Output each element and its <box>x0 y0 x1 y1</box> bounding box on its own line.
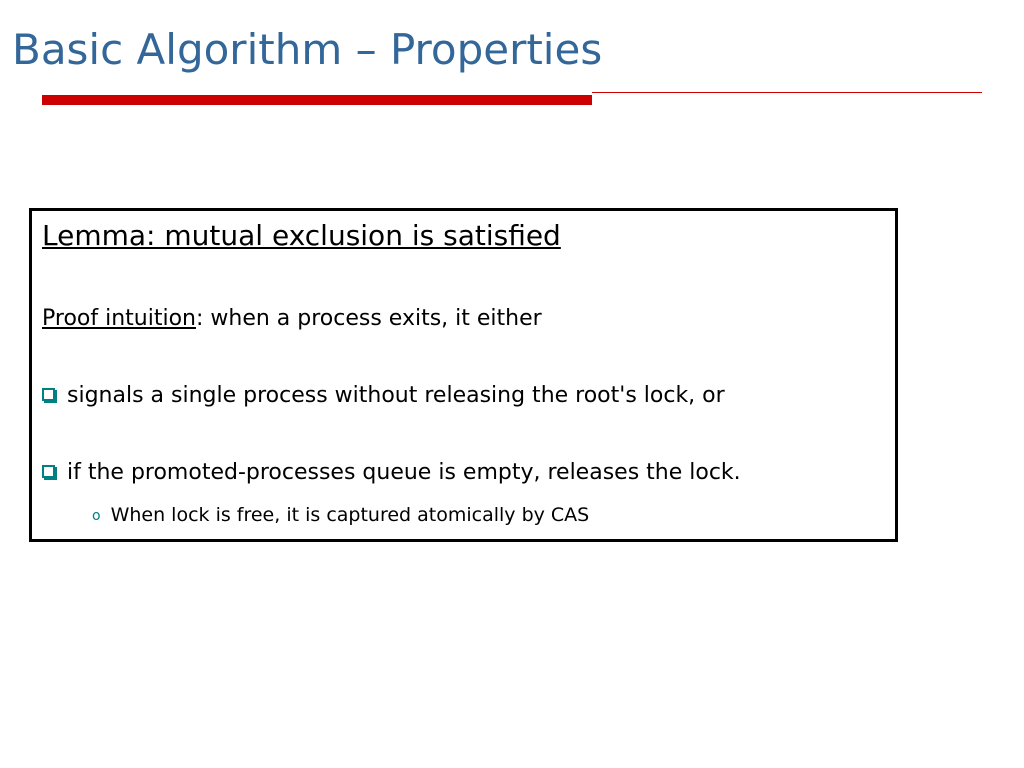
bullet-item <box>42 459 741 487</box>
hollow-circle-icon: o <box>92 508 101 524</box>
proof-intuition-text: : when a process exits, it either <box>195 306 542 331</box>
checkbox-square-icon <box>42 388 55 401</box>
sub-bullet-text: When lock is free, it is captured atomically by CAS <box>110 504 590 526</box>
lemma-box <box>29 208 898 542</box>
proof-intuition-label: Proof intuition <box>42 306 196 331</box>
title-underline-thick <box>42 95 592 105</box>
slide-title: Basic Algorithm – Properties <box>12 25 603 74</box>
title-underline-thin <box>592 92 982 93</box>
proof-intuition-line <box>42 305 542 333</box>
lemma-heading: Lemma: mutual exclusion is satisfied <box>42 219 561 252</box>
bullet-text: signals a single process without releasing the root's lock, or <box>67 383 725 408</box>
bullet-text: if the promoted-processes queue is empty, releases the lock. <box>67 460 741 485</box>
bullet-item <box>42 382 725 410</box>
checkbox-square-icon <box>42 465 55 478</box>
sub-bullet-item <box>92 503 589 528</box>
